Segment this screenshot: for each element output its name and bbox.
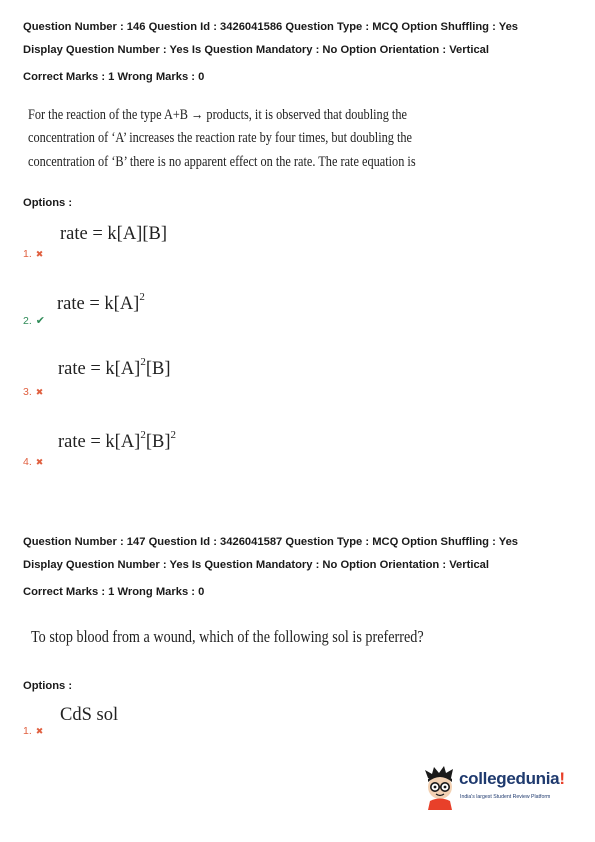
cross-icon: ✖ xyxy=(35,457,44,467)
options-label: Options : xyxy=(23,680,73,692)
question-settings: Display Question Number : Yes Is Question Mandatory : No Option Orientation : Vertical xyxy=(23,44,490,56)
option-text: rate = $k[A]^2[B]$ xyxy=(58,356,171,379)
brand-name: collegedunia! xyxy=(459,769,565,788)
option-text: CdS sol xyxy=(60,705,119,725)
cross-icon: ✖ xyxy=(35,726,44,736)
option-number: 3. ✖ xyxy=(23,386,44,398)
cross-icon: ✖ xyxy=(35,387,44,397)
option-text: rate = $k[A]^2$ xyxy=(57,291,145,314)
question-header: Question Number : 147 Question Id : 3426041587 Question Type : MCQ Option Shuffling : Yes xyxy=(23,536,519,548)
option-text: rate = $k[A]^2[B]^2$ xyxy=(58,429,177,452)
question-marks: Correct Marks : 1 Wrong Marks : 0 xyxy=(23,71,205,83)
question-text-line: For the reaction of the type A+B → products, it is observed that doubling the xyxy=(28,107,407,123)
option-number: 2. ✔ xyxy=(23,315,45,327)
option-text: rate = k[A][B] xyxy=(60,224,167,244)
options-label: Options : xyxy=(23,197,73,209)
option-number: 4. ✖ xyxy=(23,456,44,468)
question-settings: Display Question Number : Yes Is Question Mandatory : No Option Orientation : Vertical xyxy=(23,559,490,571)
question-text-line: concentration of ‘B’ there is no apparent effect on the rate. The rate equation is xyxy=(28,154,416,170)
brand-tagline: India's largest Student Review Platform xyxy=(460,794,551,800)
check-icon: ✔ xyxy=(35,315,45,327)
question-text-line: concentration of ‘A’ increases the reaction rate by four times, but doubling the xyxy=(28,130,413,146)
question-header: Question Number : 146 Question Id : 3426041586 Question Type : MCQ Option Shuffling : Yes xyxy=(23,21,519,33)
student-mascot-icon xyxy=(422,766,458,810)
option-number: 1. ✖ xyxy=(23,248,44,260)
option-number: 1. ✖ xyxy=(23,725,44,737)
collegedunia-logo xyxy=(422,766,572,814)
question-marks: Correct Marks : 1 Wrong Marks : 0 xyxy=(23,586,205,598)
question-text: To stop blood from a wound, which of the following sol is preferred? xyxy=(31,627,424,646)
cross-icon: ✖ xyxy=(35,249,44,259)
